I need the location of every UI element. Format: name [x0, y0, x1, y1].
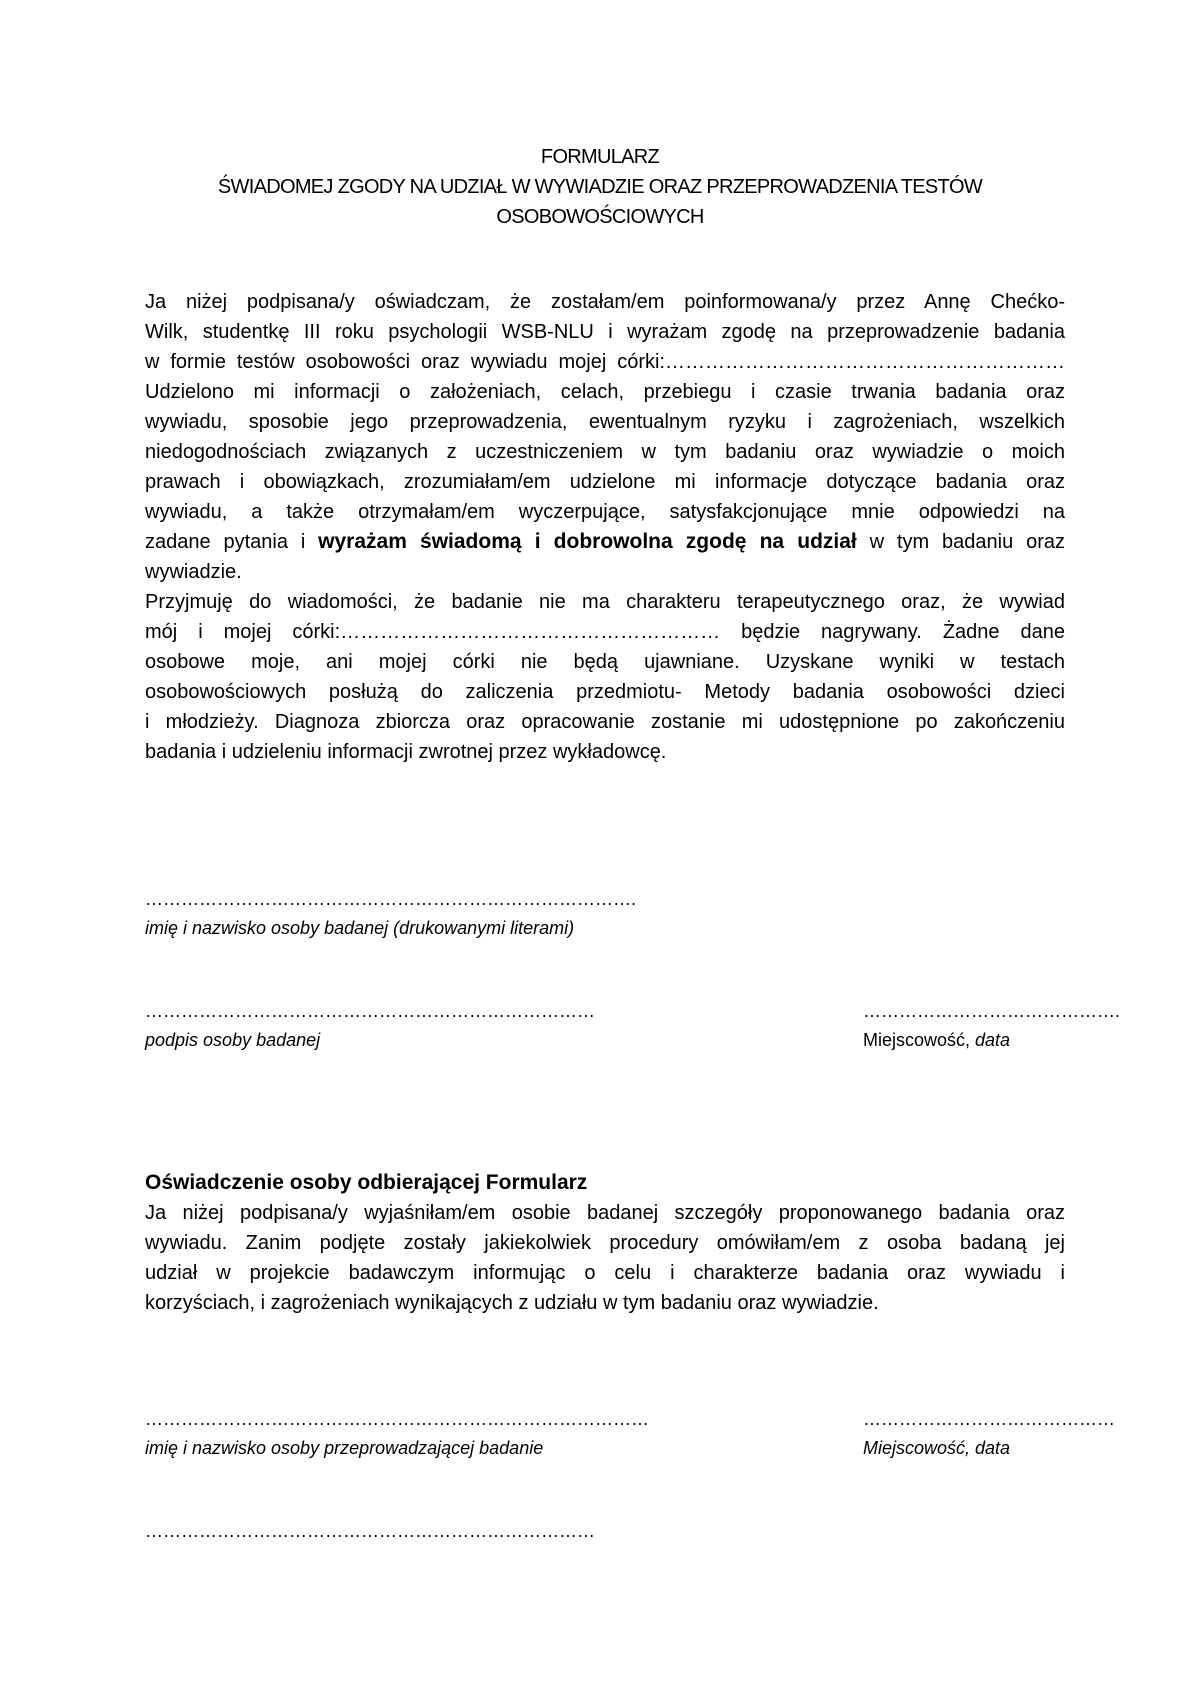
title-line-1: FORMULARZ	[540, 146, 660, 168]
consent-paragraph	[145, 287, 1065, 767]
consent-line-9-start: zadane pytania i	[145, 531, 319, 553]
place-date-line[interactable]: …………………………………….	[863, 1001, 1121, 1021]
consent-line: osobowe moje, ani mojej córki nie będą ujawniane. Uzyskane wyniki w testach	[145, 651, 1065, 673]
statement-paragraph	[145, 1198, 1065, 1318]
consent-line: prawach i obowiązkach, zrozumiałam/em udzielone mi informacje dotyczące badania oraz	[145, 471, 1065, 493]
consent-line: wywiadu, sposobie jego przeprowadzenia, ewentualnym ryzyku i zagrożeniach, wszelkich	[145, 411, 1065, 433]
statement-heading: Oświadczenie osoby odbierającej Formularz	[145, 1171, 588, 1194]
consent-line: Udzielono mi informacji o założeniach, celach, przebiegu i czasie trwania badania oraz	[145, 381, 1065, 403]
examiner-signature-line[interactable]: …………………………………………………………………	[145, 1521, 595, 1541]
examiner-name-caption: imię i nazwisko osoby przeprowadzającej badanie	[145, 1438, 544, 1458]
consent-bold-statement: wyrażam świadomą i dobrowolna zgodę na udział	[318, 530, 857, 553]
name-signature-line[interactable]: ……………………………………………………………………….	[145, 889, 637, 909]
consent-line: i młodzieży. Diagnoza zbiorcza oraz opracowanie zostanie mi udostępnione po zakończeniu	[145, 711, 1065, 733]
statement-line: wywiadu. Zanim podjęte zostały jakiekolwiek procedury omówiłam/em z osoba badaną jej	[145, 1232, 1065, 1254]
date-caption-text: data	[975, 1030, 1011, 1050]
consent-line: wywiadu, a także otrzymałam/em wyczerpujące, satysfakcjonujące mnie odpowiedzi na	[145, 501, 1065, 523]
consent-line-bold	[145, 527, 1065, 557]
title-line-3: OSOBOWOŚCIOWYCH	[496, 206, 704, 228]
statement-line: Ja niżej podpisana/y wyjaśniłam/em osobie badanej szczegóły proponowanego badania oraz	[145, 1202, 1065, 1224]
consent-line: badania i udzieleniu informacji zwrotnej przez wykładowcę.	[145, 741, 667, 763]
consent-line: wywiadzie.	[145, 561, 242, 583]
place-date-caption	[863, 1029, 1010, 1051]
consent-line: mój i mojej córki:………………………………………………… będzie nagrywany. Żadne dane	[145, 621, 1065, 643]
form-title	[145, 142, 1055, 232]
consent-line: Wilk, studentkę III roku psychologii WSB-NLU i wyrażam zgodę na przeprowadzenie badania	[145, 321, 1065, 343]
consent-line: Ja niżej podpisana/y oświadczam, że zostałam/em poinformowana/y przez Annę Chećko-	[145, 291, 1065, 313]
signature-line[interactable]: …………………………………………………………………	[145, 1001, 595, 1021]
examiner-place-date-line[interactable]: ……………………………………	[863, 1409, 1115, 1429]
consent-line: Przyjmuję do wiadomości, że badanie nie ma charakteru terapeutycznego oraz, że wywiad	[145, 591, 1065, 613]
consent-line-9-end: w tym badaniu oraz	[856, 531, 1065, 553]
examiner-place-date-caption: Miejscowość, data	[863, 1438, 1011, 1458]
statement-line: korzyściach, i zagrożeniach wynikających z udziału w tym badaniu oraz wywiadzie.	[145, 1292, 879, 1314]
name-caption: imię i nazwisko osoby badanej (drukowanymi literami)	[145, 918, 575, 938]
statement-line: udział w projekcie badawczym informując o celu i charakterze badania oraz wywiadu i	[145, 1262, 1065, 1284]
consent-line: w formie testów osobowości oraz wywiadu mojej córki:……………………………………………………	[145, 351, 1065, 373]
title-line-2: ŚWIADOMEJ ZGODY NA UDZIAŁ W WYWIADZIE ORAZ PRZEPROWADZENIA TESTÓW	[217, 176, 983, 198]
place-caption-text: Miejscowość,	[863, 1030, 976, 1050]
consent-line: osobowościowych posłużą do zaliczenia przedmiotu- Metody badania osobowości dzieci	[145, 681, 1065, 703]
examiner-name-line[interactable]: …………………………………………………………………………	[145, 1409, 649, 1429]
signature-caption: podpis osoby badanej	[145, 1030, 321, 1050]
consent-line: niedogodnościach związanych z uczestniczeniem w tym badaniu oraz wywiadzie o moich	[145, 441, 1065, 463]
